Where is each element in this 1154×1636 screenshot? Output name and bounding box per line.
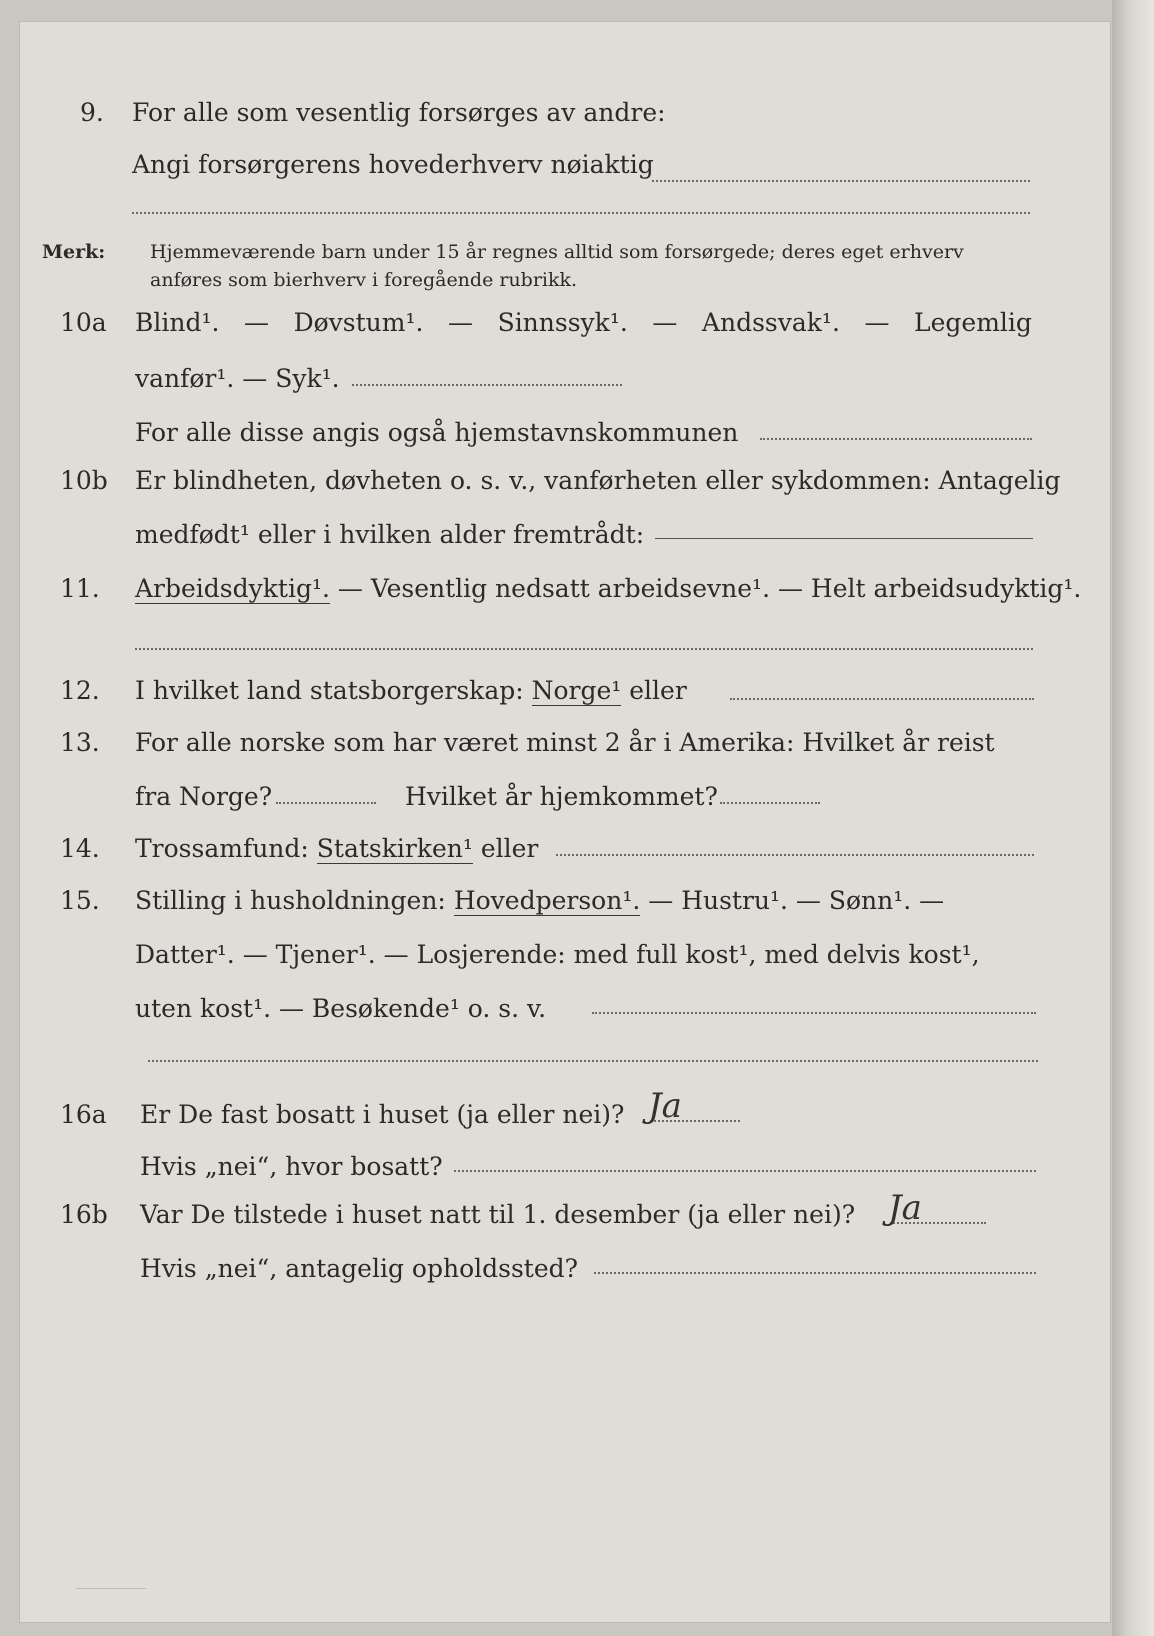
answer-line[interactable]	[720, 802, 820, 804]
question-text: For alle disse angis også hjemstavnskommunen	[135, 418, 739, 447]
question-label: Stilling i husholdningen:	[135, 886, 454, 915]
question-number: 12.	[60, 676, 100, 705]
question-number: 16b	[60, 1200, 108, 1229]
dash: —	[864, 308, 890, 337]
question-text	[135, 886, 944, 916]
answer-line[interactable]	[760, 438, 1032, 440]
question-text	[135, 834, 538, 864]
question-number: 14.	[60, 834, 100, 863]
question-number: 10b	[60, 466, 108, 495]
answer-line[interactable]	[276, 802, 376, 804]
other-options: — Hustru¹. — Sønn¹. —	[640, 886, 945, 915]
question-text: Hvis „nei“, antagelig opholdssted?	[140, 1254, 579, 1283]
selected-option: Statskirken¹	[316, 834, 473, 863]
answer-line[interactable]	[135, 648, 1033, 650]
question-suffix: eller	[621, 676, 687, 705]
question-text: fra Norge?	[135, 782, 273, 811]
note-line-1: Hjemmeværende barn under 15 år regnes alltid som forsørgede; deres eget erhverv	[150, 241, 964, 263]
answer-line[interactable]	[730, 698, 1034, 700]
question-text: uten kost¹. — Besøkende¹ o. s. v.	[135, 994, 547, 1023]
question-text: For alle som vesentlig forsørges av andre:	[132, 98, 666, 127]
page-edge	[1112, 0, 1154, 1636]
selected-option: Norge¹	[531, 676, 622, 705]
question-number: 15.	[60, 886, 100, 915]
question-number: 13.	[60, 728, 100, 757]
note-label: Merk:	[42, 241, 106, 263]
question-text: Datter¹. — Tjener¹. — Losjerende: med full kost¹, med delvis kost¹,	[135, 940, 980, 969]
option-andssvak: Andssvak¹.	[701, 308, 840, 337]
answer-line[interactable]	[652, 180, 1030, 182]
question-label: Trossamfund:	[135, 834, 317, 863]
selected-option: Hovedperson¹.	[453, 886, 641, 915]
question-label: I hvilket land statsborgerskap:	[135, 676, 532, 705]
question-text: vanfør¹. — Syk¹.	[135, 364, 340, 393]
question-suffix: eller	[472, 834, 539, 863]
question-number: 10a	[60, 308, 107, 337]
other-options: — Vesentlig nedsatt arbeidsevne¹. — Helt arbeidsudyktig¹.	[329, 574, 1082, 603]
answer-line[interactable]	[556, 854, 1034, 856]
question-text: Hvis „nei“, hvor bosatt?	[140, 1152, 443, 1181]
question-text: Var De tilstede i huset natt til 1. desember (ja eller nei)?	[140, 1200, 856, 1229]
question-text: medfødt¹ eller i hvilken alder fremtrådt:	[135, 520, 645, 549]
answer-line[interactable]	[132, 212, 1030, 214]
option-legemlig: Legemlig	[914, 308, 1032, 337]
option-dovstum: Døvstum¹.	[293, 308, 424, 337]
dash: —	[244, 308, 269, 337]
question-number: 9.	[80, 98, 104, 127]
handwritten-answer: Ja	[888, 1188, 922, 1228]
answer-line[interactable]	[655, 538, 1033, 539]
question-text: Hvilket år hjemkommet?	[405, 782, 718, 811]
answer-line[interactable]	[454, 1170, 1036, 1172]
question-text: Er blindheten, døvheten o. s. v., vanførheten eller sykdommen: Antagelig	[135, 466, 1061, 495]
question-text: Er De fast bosatt i huset (ja eller nei)?	[140, 1100, 625, 1129]
answer-line[interactable]	[352, 384, 622, 386]
question-text: For alle norske som har været minst 2 år i Amerika: Hvilket år reist	[135, 728, 995, 757]
question-number: 16a	[60, 1100, 107, 1129]
faint-line	[76, 1588, 146, 1589]
answer-line[interactable]	[594, 1272, 1036, 1274]
question-text	[135, 574, 1081, 604]
question-number: 11.	[60, 574, 100, 603]
option-sinnssyk: Sinnssyk¹.	[497, 308, 628, 337]
dash: —	[652, 308, 678, 337]
note-line-2: anføres som bierhverv i foregående rubrikk.	[150, 269, 578, 291]
option-blind: Blind¹.	[135, 308, 220, 337]
question-options	[135, 308, 1032, 338]
dash: —	[448, 308, 473, 337]
selected-option: Arbeidsdyktig¹.	[135, 574, 330, 603]
answer-line[interactable]	[148, 1060, 1038, 1062]
answer-line[interactable]	[592, 1012, 1036, 1014]
handwritten-answer: Ja	[648, 1086, 682, 1126]
note	[42, 238, 105, 266]
question-text: Angi forsørgerens hovederhverv nøiaktig	[132, 150, 654, 179]
question-text	[135, 676, 687, 706]
